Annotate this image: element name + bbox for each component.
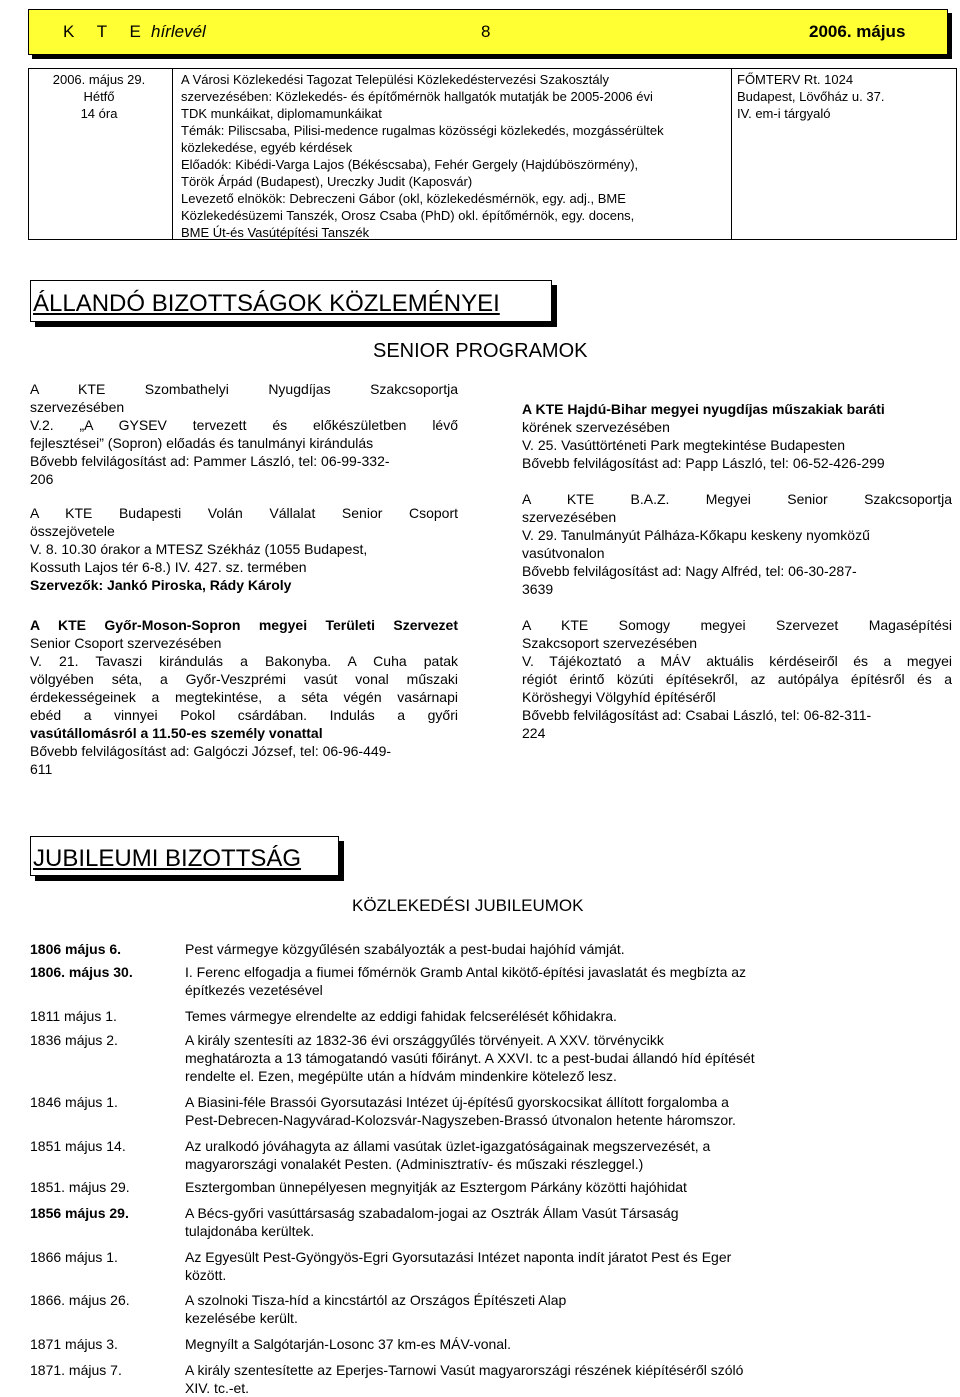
text-line: 3639: [522, 581, 554, 597]
timeline-text: [185, 1137, 825, 1173]
timeline-text: [185, 1007, 825, 1025]
event-desc-line: szervezésében: Közlekedés- és építőmérnök hallgatók mutatják be 2005-2006 évi: [181, 89, 653, 104]
text-line: 611: [30, 761, 53, 777]
timeline-text-line: kezelésébe került.: [185, 1310, 298, 1327]
text-line: V. 29. Tanulmányút Pálháza-Kőkapu keskeny nyomközű: [522, 527, 870, 543]
event-desc-line: Közlekedésüzemi Tanszék, Orosz Csaba (PhD) okl. építőmérnök, egy. docens,: [181, 208, 635, 223]
timeline-date: 1851. május 29.: [30, 1179, 130, 1196]
text-line: 224: [522, 725, 546, 741]
section-title-allando: ÁLLANDÓ BIZOTTSÁGOK KÖZLEMÉNYEI: [33, 290, 500, 317]
text-line: ebéd a vinnyei Pokol csárdában. Indulás a győri: [30, 707, 458, 723]
event-desc-line: Török Árpád (Budapest), Ureczky Judit (Kaposvár): [181, 174, 473, 189]
text-line: 206: [30, 471, 54, 487]
text-line: A KTE Somogy megyei Szervezet Magasépítési: [522, 617, 952, 633]
timeline-text-line: Megnyílt a Salgótarján-Losonc 37 km-es MÁV-vonal.: [185, 1336, 512, 1353]
event-day-line: Hétfő: [83, 89, 115, 104]
timeline-text: [185, 963, 825, 999]
timeline-text: [185, 940, 825, 958]
timeline-date: 1856 május 29.: [30, 1204, 129, 1221]
timeline-text-line: Pest-Debrecen-Nagyvárad-Kolozsvár-Nagyszeben-Brassó útvonalon hetente háromszor.: [185, 1111, 736, 1128]
timeline-date: 1866 május 1.: [30, 1248, 118, 1265]
timeline-date: 1871 május 3.: [30, 1336, 118, 1353]
text-line: Senior Csoport szervezésében: [30, 635, 222, 651]
header-hirlevel: hírlevél: [151, 22, 206, 41]
text-line: A KTE Hajdú-Bihar megyei nyugdíjas műszakiak baráti: [522, 401, 885, 417]
section-title-jubileumi: JUBILEUMI BIZOTTSÁG: [33, 845, 302, 872]
text-line: szervezésében: [30, 399, 125, 415]
event-place-line: IV. em-i tárgyaló: [737, 106, 831, 121]
timeline-text-line: A Bécs-győri vasúttársaság szabadalom-jogai az Osztrák Állam Vasút Társaság: [185, 1204, 679, 1221]
text-line: Bővebb felvilágosítást ad: Papp László, tel: 06-52-426-299: [522, 455, 885, 471]
timeline-text-line: A király szentesítette az Eperjes-Tarnowi Vasút magyarországi részének kiépítéséről szóló: [185, 1361, 744, 1378]
text-line: vasútállomásról a 11.50-es személy vonattal: [30, 725, 323, 741]
text-line: fejlesztései” (Sopron) előadás és tanulmányi kirándulás: [30, 435, 374, 451]
event-desc-line: TDK munkáikat, diplomamunkáikat: [181, 106, 382, 121]
text-line: vasútvonalon: [522, 545, 605, 561]
subtitle-kozlekedesi-jubileumok: KÖZLEKEDÉSI JUBILEUMOK: [352, 896, 584, 915]
subtitle-senior-programs: SENIOR PROGRAMOK: [373, 340, 588, 362]
text-line: régiót érintő közúti építésekről, az autópálya építésről és a: [522, 671, 952, 687]
table-divider: [731, 69, 732, 239]
event-desc-line: BME Út-és Vasútépítési Tanszék: [181, 225, 370, 240]
text-line: Bővebb felvilágosítást ad: Pammer László, tel: 06-99-332-: [30, 453, 390, 469]
timeline-text: [185, 1335, 825, 1353]
section-title-box: [30, 280, 552, 322]
timeline-text-line: XIV. tc.-et.: [185, 1379, 250, 1396]
timeline-text: [185, 1204, 825, 1240]
timeline-text: [185, 1248, 825, 1284]
text-line: V. 8. 10.30 órakor a MTESZ Székház (1055 Budapest,: [30, 541, 368, 557]
timeline-date: 1866. május 26.: [30, 1292, 130, 1309]
header-page-number: 8: [481, 22, 491, 41]
text-line: V. 21. Tavaszi kirándulás a Bakonyba. A Cuha patak: [30, 653, 458, 669]
timeline-text-line: tulajdonába kerültek.: [185, 1222, 315, 1239]
timeline-text: [185, 1291, 825, 1327]
timeline-text-line: magyarországi vonalakét Pesten. (Adminisztratív- és műszaki részleggel.): [185, 1155, 644, 1172]
left-column: [30, 380, 458, 778]
text-line: érdekességeinek a megtekintése, a séta végén vasárnapi: [30, 689, 458, 705]
text-line: szervezésében: [522, 509, 617, 525]
timeline-text-line: I. Ferenc elfogadja a fiumei főmérnök Gramb Antal kikötő-építési javaslatát és megbízta az: [185, 964, 747, 981]
table-divider: [172, 69, 173, 239]
text-line: V. 25. Vasúttörténeti Park megtekintése Budapesten: [522, 437, 845, 453]
timeline-text: [185, 1031, 825, 1085]
timeline-text: [185, 1178, 825, 1196]
header-date: 2006. május: [809, 22, 906, 41]
program-block: [30, 380, 458, 488]
program-block: [30, 616, 458, 778]
timeline-text-line: Temes vármegye elrendelte az eddigi fahidak felcserélését kőhidakra.: [185, 1008, 617, 1025]
event-desc-line: Előadók: Kibédi-Varga Lajos (Békéscsaba), Fehér Gergely (Hajdúböszörmény),: [181, 157, 639, 172]
timeline-date: 1836 május 2.: [30, 1031, 118, 1048]
text-line: A KTE Szombathelyi Nyugdíjas Szakcsoportja: [30, 381, 458, 397]
timeline-text-line: rendelte el. Ezen, megépülte után a hídvám mindenkire kötelező lesz.: [185, 1067, 617, 1084]
timeline-text-line: építkezés vezetésével: [185, 982, 323, 999]
event-desc-line: Levezető elnökök: Debreczeni Gábor (okl, közlekedésmérnök, egy. adj., BME: [181, 191, 626, 206]
program-block: [522, 490, 952, 598]
text-line: Szakcsoport szervezésében: [522, 635, 698, 651]
text-line: körének szervezésében: [522, 419, 670, 435]
program-block: [30, 504, 458, 594]
timeline-text-line: meghatározta a 13 támogatandó vasúti főirányt. A XXVI. tc a pest-budai állandó híd építését: [185, 1049, 755, 1066]
program-block: [522, 616, 952, 742]
timeline-text-line: A király szentesíti az 1832-36 évi országgyűlés törvényeit. A XXV. törvénycikk: [185, 1031, 664, 1048]
timeline-text-line: A szolnoki Tisza-híd a kincstártól az Országos Építészeti Alap: [185, 1292, 567, 1309]
text-line: Szervezők: Jankó Piroska, Rády Károly: [30, 577, 292, 593]
timeline-text: [185, 1093, 825, 1129]
timeline-date: 1811 május 1.: [30, 1008, 117, 1025]
timeline-date: 1806. május 30.: [30, 964, 133, 981]
text-line: Bővebb felvilágosítást ad: Csabai László, tel: 06-82-311-: [522, 707, 872, 723]
timeline-text-line: Az uralkodó jóváhagyta az állami vasútak üzlet-igazgatóságainak megszervezését, a: [185, 1137, 711, 1154]
header-kte: K T E: [63, 22, 150, 41]
section-title-box: [30, 836, 339, 876]
text-line: A KTE B.A.Z. Megyei Senior Szakcsoportja: [522, 491, 952, 507]
text-line: A KTE Győr-Moson-Sopron megyei Területi Szervezet: [30, 617, 458, 633]
event-date-line: 2006. május 29.: [52, 72, 146, 87]
timeline-text-line: között.: [185, 1266, 227, 1283]
text-line: összejövetele: [30, 523, 115, 539]
newsletter-header: [28, 9, 948, 55]
right-column: [522, 400, 952, 742]
timeline-date: 1871. május 7.: [30, 1361, 122, 1378]
text-line: Köröshegyi Völgyhíd építéséről: [522, 689, 716, 705]
event-time-line: 14 óra: [80, 106, 118, 121]
event-description: [181, 71, 731, 241]
timeline-text-line: Az Egyesült Pest-Gyöngyös-Egri Gyorsutazási Intézet naponta indít járatot Pest és Eger: [185, 1248, 732, 1265]
event-desc-line: A Városi Közlekedési Tagozat Települési Közlekedéstervezési Szakosztály: [181, 72, 610, 87]
text-line: Bővebb felvilágosítást ad: Galgóczi József, tel: 06-96-449-: [30, 743, 392, 759]
event-place-line: Budapest, Lövőház u. 37.: [737, 89, 885, 104]
program-block: [522, 400, 952, 472]
text-line: völgyében séta, a Győr-Veszprémi vasút vonal műszaki: [30, 671, 458, 687]
timeline-text: [185, 1361, 825, 1397]
event-date: [29, 71, 169, 122]
text-line: Kossuth Lajos tér 6-8.) IV. 427. sz. termében: [30, 559, 307, 575]
timeline-text-line: Esztergomban ünnepélyesen megnyitják az Esztergom Párkány közötti hajóhidat: [185, 1179, 687, 1196]
timeline-text-line: A Biasini-féle Brassói Gyorsutazási Intézet új-építésű gyorskocsikat állított forgalomba a: [185, 1093, 729, 1110]
timeline-date: 1846 május 1.: [30, 1093, 118, 1110]
text-line: V. Tájékoztató a MÁV aktuális kérdéseiről és a megyei: [522, 653, 952, 669]
event-desc-line: közlekedése, egyéb kérdések: [181, 140, 353, 155]
event-place-line: FŐMTERV Rt. 1024: [737, 72, 854, 87]
text-line: A KTE Budapesti Volán Vállalat Senior Csoport: [30, 505, 458, 521]
timeline-date: 1806 május 6.: [30, 941, 122, 957]
event-table: [28, 68, 957, 240]
text-line: V.2. „A GYSEV tervezett és előkészületben lévő: [30, 417, 458, 433]
event-desc-line: Témák: Piliscsaba, Pilisi-medence rugalmas közösségi közlekedés, mozgássérültek: [181, 123, 664, 138]
timeline-text-line: Pest vármegye közgyűlésén szabályozták a pest-budai hajóhíd vámját.: [185, 941, 625, 957]
text-line: Bővebb felvilágosítást ad: Nagy Alfréd, tel: 06-30-287-: [522, 563, 857, 579]
timeline-date: 1851 május 14.: [30, 1137, 126, 1154]
event-place: [737, 71, 952, 122]
